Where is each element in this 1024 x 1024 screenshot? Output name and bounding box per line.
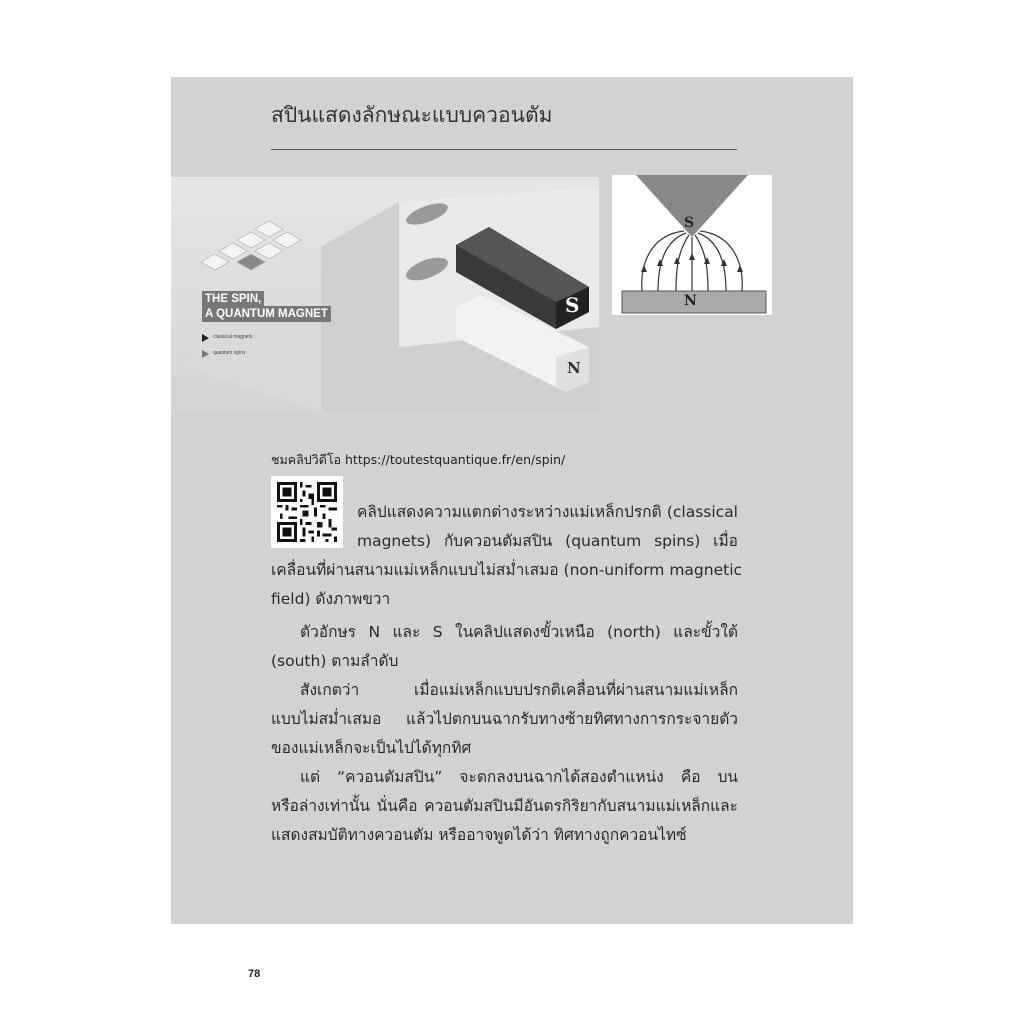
- magnet-north-label: N: [567, 359, 581, 377]
- title-divider: [271, 149, 737, 150]
- paragraph-4-line: แสดงสมบัติทางควอนตัม หรืออาจพูดได้ว่า ทิศทางถูกควอนไทซ์: [271, 826, 687, 844]
- spin-video-still: [171, 177, 599, 412]
- legend-classical-magnets: classical magnets: [213, 334, 253, 340]
- paragraph-2-line: ตัวอักษร N และ S ในคลิปแสดงขั้วเหนือ (north) และขั้วใต้: [300, 623, 738, 641]
- video-title-line2: A QUANTUM MAGNET: [202, 306, 331, 322]
- paragraph-3-line: แบบไม่สม่ำเสมอ แล้วไปตกบนฉากรับทางซ้ายทิศทางการกระจายตัว: [271, 710, 738, 728]
- page-number: 78: [248, 968, 261, 980]
- field-north-label: N: [684, 293, 697, 309]
- paragraph-4-line: แต่ “ควอนตัมสปิน” จะตกลงบนฉากได้สองตำแหน่ง คือ บน: [300, 768, 738, 786]
- paragraph-2: [271, 618, 738, 676]
- paragraph-1: [271, 498, 743, 614]
- paragraph-3-line: สังเกตว่า เมื่อแม่เหล็กแบบปรกติเคลื่อนที่ผ่านสนามแม่เหล็ก: [300, 681, 738, 699]
- magnetic-field-diagram: [612, 175, 772, 315]
- field-south-label: S: [684, 215, 695, 231]
- paragraph-1-line: field) ดังภาพขวา: [271, 590, 391, 608]
- legend-quantum-spins: quantum spins: [213, 350, 246, 356]
- paragraph-1-line: เคลื่อนที่ผ่านสนามแม่เหล็กแบบไม่สม่ำเสมอ (non-uniform magnetic: [271, 561, 743, 579]
- video-link-label[interactable]: ชมคลิปวิดีโอ https://toutestquantique.fr/en/spin/: [271, 452, 566, 467]
- paragraph-4: [271, 763, 738, 850]
- paragraph-3-line: ของแม่เหล็กจะเป็นไปได้ทุกทิศ: [271, 739, 472, 757]
- paragraph-1-line: คลิปแสดงความแตกต่างระหว่างแม่เหล็กปรกติ (classical: [357, 503, 738, 521]
- video-title-line1: THE SPIN,: [202, 291, 264, 307]
- page-title: สปินแสดงลักษณะแบบควอนตัม: [271, 103, 553, 127]
- paragraph-1-line: magnets) กับควอนตัมสปิน (quantum spins) เมื่อ: [357, 532, 738, 550]
- paragraph-4-line: หรือล่างเท่านั้น นั่นคือ ควอนตัมสปินมีอันตรกิริยากับสนามแม่เหล็กและ: [271, 797, 738, 815]
- paragraph-2-line: (south) ตามลำดับ: [271, 652, 399, 670]
- magnet-south-label: S: [565, 293, 580, 317]
- paragraph-3: [271, 676, 738, 763]
